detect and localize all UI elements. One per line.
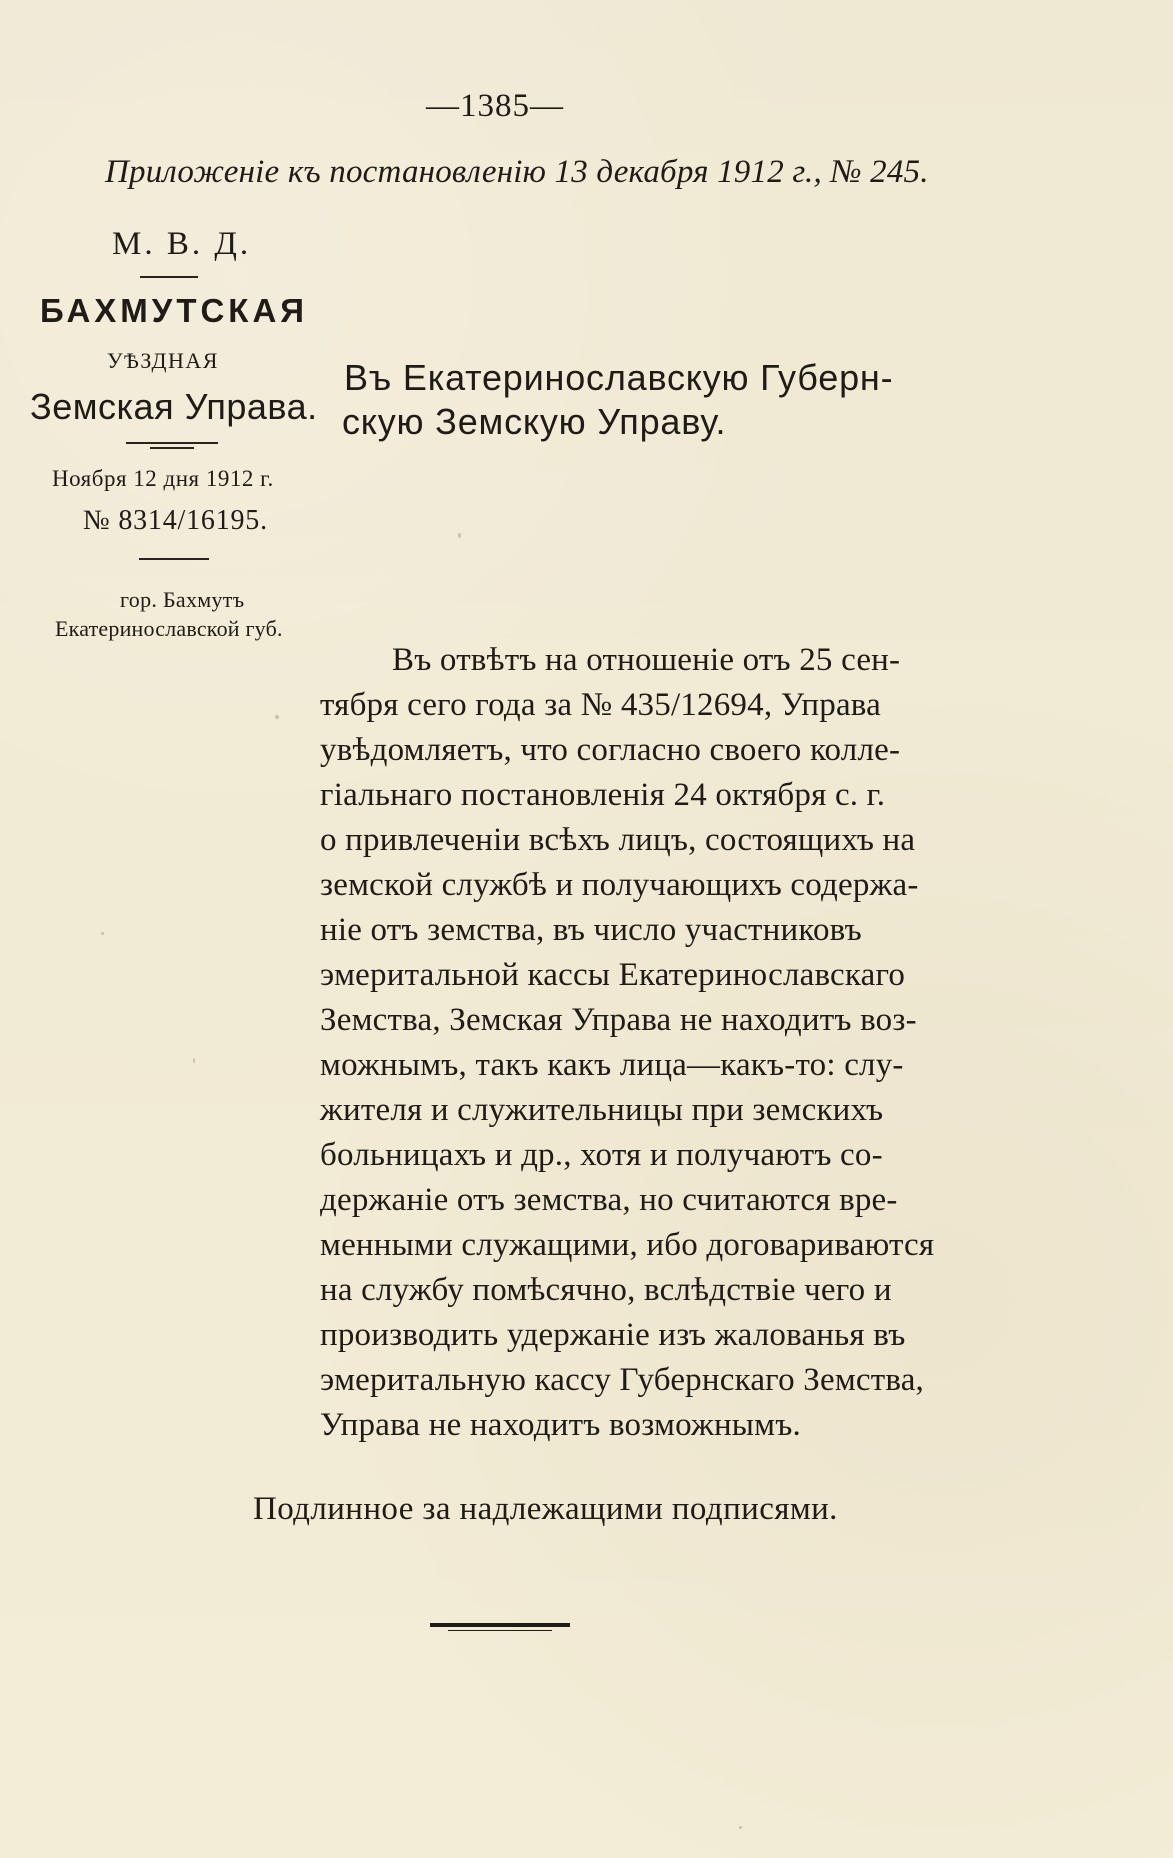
closing-note: Подлинное за надлежащими подписями.: [253, 1491, 838, 1527]
body-line: тября сего года за № 435/12694, Управа: [320, 687, 881, 723]
paper-speck: [193, 1058, 195, 1063]
board-name-line-3: Земская Управа.: [30, 386, 318, 427]
page-number: —1385—: [426, 88, 564, 124]
body-line: производить удержанiе изъ жалованья въ: [320, 1317, 906, 1353]
body-line: о привлеченiи всѣхъ лицъ, состоящихъ на: [320, 822, 916, 858]
appendix-title: Приложенiе къ постановленiю 13 декабря 1912 г., № 245.: [105, 154, 929, 190]
body-line: больницахъ и др., хотя и получаютъ со-: [320, 1137, 883, 1173]
addressee-line-1: Въ Екатеринославскую Губерн-: [344, 357, 894, 398]
board-divider: [126, 442, 218, 450]
place-line-2: Екатеринославской губ.: [55, 616, 283, 641]
board-name-line-1: БАХМУТСКАЯ: [40, 292, 309, 329]
body-line: жителя и служительницы при земскихъ: [320, 1092, 884, 1128]
bottom-divider: [430, 1623, 570, 1634]
paper-speck: [458, 533, 461, 538]
body-line: Въ отвѣтъ на отношенiе отъ 25 сен-: [392, 642, 901, 678]
letter-body: [320, 638, 960, 1448]
board-name-line-2: УѢЗДНАЯ: [107, 348, 219, 373]
addressee-block: [344, 356, 964, 444]
paper-speck: [739, 1826, 742, 1829]
addressee-line-2: скую Земскую Управу.: [342, 401, 727, 442]
paper-speck: [101, 932, 104, 935]
body-line: менными служащими, ибо договариваются: [320, 1227, 935, 1263]
body-line: увѣдомляетъ, что согласно своего колле-: [320, 732, 901, 768]
body-line: эмеритальную кассу Губернскаго Земства,: [320, 1362, 925, 1398]
body-line: эмеритальной кассы Екатеринославскаго: [320, 957, 906, 993]
body-line: Управа не находитъ возможнымъ.: [320, 1407, 801, 1443]
body-line: можнымъ, такъ какъ лица—какъ-то: слу-: [320, 1047, 904, 1083]
ministry-divider: [140, 276, 198, 278]
body-line: гiальнаго постановленiя 24 октября с. г.: [320, 777, 886, 813]
document-number: № 8314/16195.: [83, 505, 268, 536]
body-line: на службу помѣсячно, вслѣдствiе чего и: [320, 1272, 892, 1308]
number-divider: [139, 558, 209, 560]
body-line: нiе отъ земства, въ число участниковъ: [320, 912, 862, 948]
document-date: Ноября 12 дня 1912 г.: [52, 466, 274, 491]
paper-speck: [275, 715, 279, 719]
body-line: держанiе отъ земства, но считаются вре-: [320, 1182, 898, 1218]
body-line: земской службѣ и получающихъ содержа-: [320, 867, 919, 903]
body-line: Земства, Земская Управа не находитъ воз-: [320, 1002, 917, 1038]
ministry-label: М. В. Д.: [112, 226, 252, 262]
place-line-1: гор. Бахмутъ: [120, 587, 245, 612]
